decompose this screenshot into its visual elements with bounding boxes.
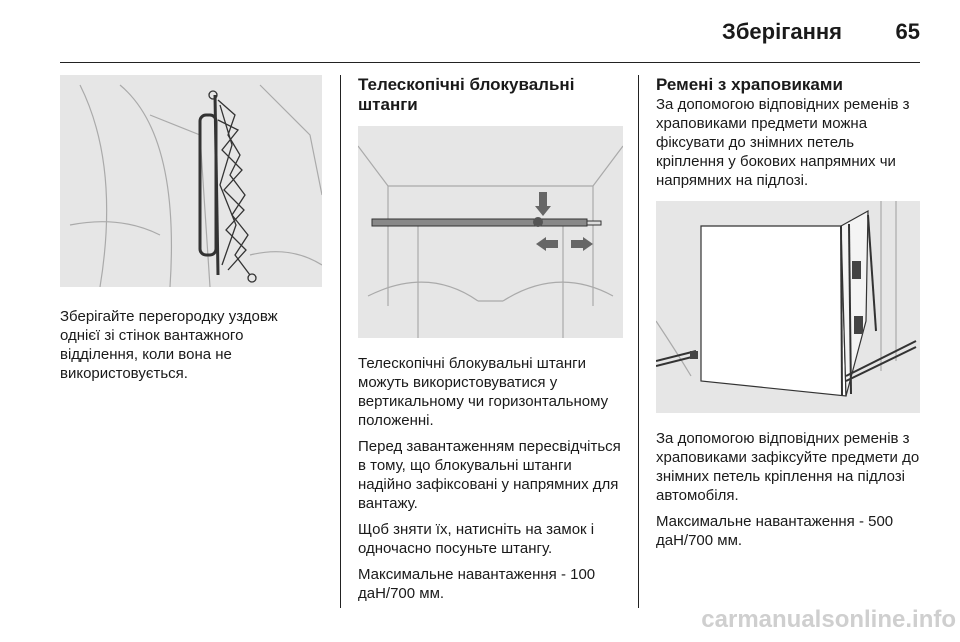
ratchet-intro: За допомогою відповідних ременів з храповиками предмети можна фіксувати до знімних петель кріплення у бокових напрямних чи напрямних на підлозі. <box>656 96 910 189</box>
telescopic-paragraph-3: Щоб зняти їх, натисніть на замок і одночасно посуньте штангу. <box>358 521 595 557</box>
watermark: carmanualsonline.info <box>701 606 956 633</box>
column-storage <box>60 75 322 383</box>
ratchet-paragraph-1: За допомогою відповідних ременів з храповиками зафіксуйте предмети до знімних петель кріплення на підлозі автомобіля. <box>656 430 920 504</box>
page-header <box>60 0 920 63</box>
column-ratchet-straps <box>656 75 920 550</box>
telescopic-bar-illustration <box>358 126 623 338</box>
partition-storage-illustration <box>60 75 322 287</box>
ratchet-strap-illustration <box>656 201 920 413</box>
page-number: 65 <box>895 19 920 44</box>
section-heading: Телескопічні блокувальні штанги <box>358 75 575 114</box>
section-heading: Ремені з храповиками <box>656 75 843 94</box>
storage-caption: Зберігайте перегородку уздовж однієї зі стінок вантажного відділення, коли вона не використовується. <box>60 308 278 382</box>
column-divider <box>340 75 341 608</box>
section-title: Зберігання <box>722 19 842 44</box>
column-divider <box>638 75 639 608</box>
column-telescopic-bars <box>358 75 623 603</box>
telescopic-paragraph-1: Телескопічні блокувальні штанги можуть використовуватися у вертикальному чи горизонтальному положенні. <box>358 355 609 429</box>
telescopic-paragraph-2: Перед завантаженням пересвідчіться в тому, що блокувальні штанги надійно зафіксовані у напрямних для вантажу. <box>358 438 621 512</box>
telescopic-max-load: Максимальне навантаження - 100 даН/700 мм. <box>358 566 596 602</box>
ratchet-max-load: Максимальне навантаження - 500 даН/700 мм. <box>656 513 894 549</box>
